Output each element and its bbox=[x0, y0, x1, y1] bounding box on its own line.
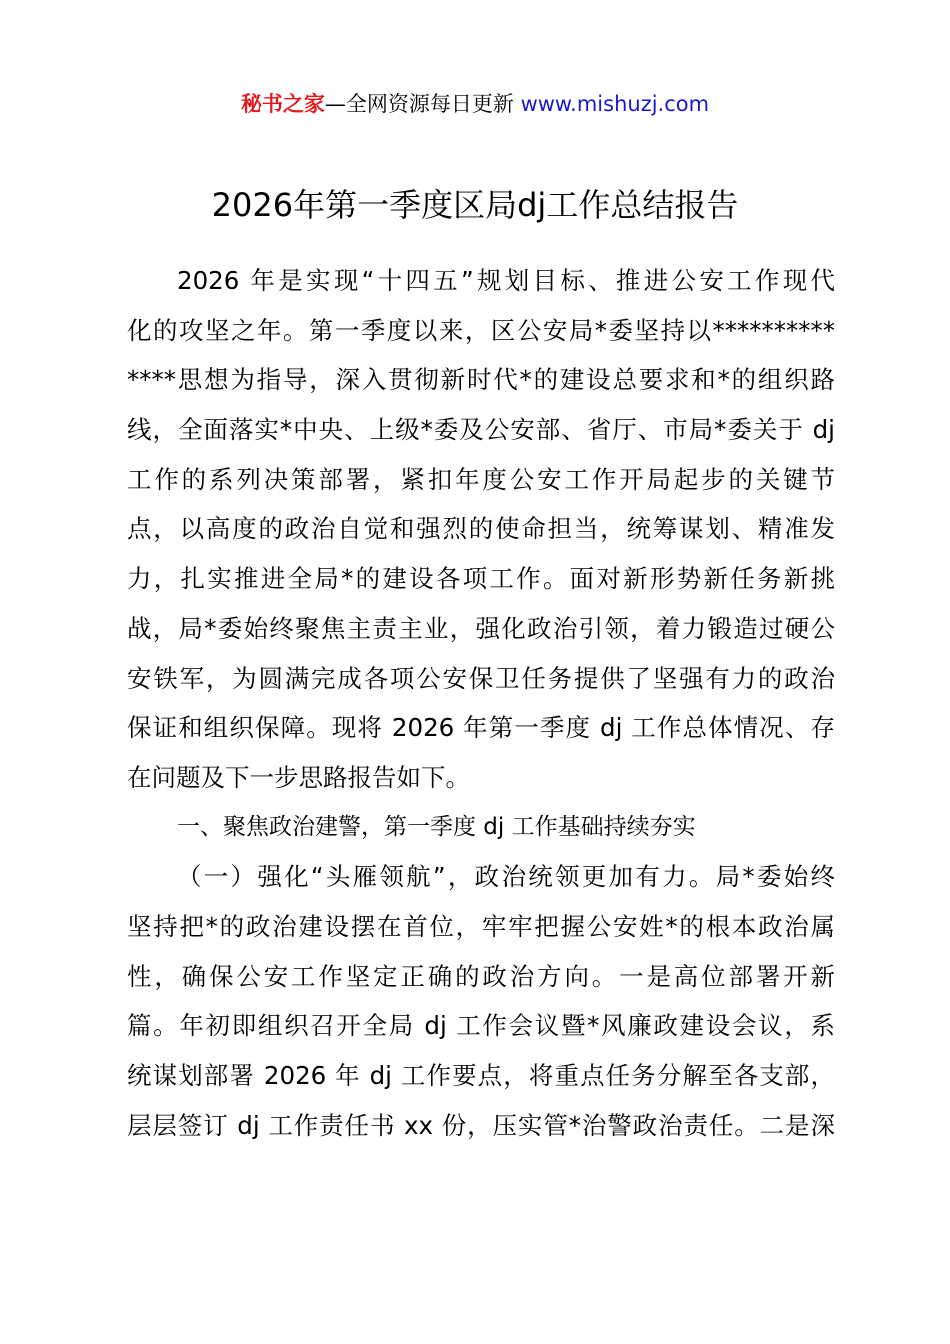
paragraph-line: 在问题及下一步思路报告如下。 bbox=[127, 762, 470, 792]
paragraph-line: 2026 年是实现“十四五”规划目标、推进公安工作现代 bbox=[177, 266, 835, 295]
paragraph-line: 点，以高度的政治自觉和强烈的使命担当，统筹谋划、精准发 bbox=[127, 514, 835, 544]
header-tagline: —全网资源每日更新 bbox=[324, 92, 514, 116]
paragraph-line: 线，全面落实*中央、上级*委及公安部、省厅、市局*委关于 dj bbox=[127, 415, 835, 445]
paragraph-line: 化的攻坚之年。第一季度以来，区公安局*委坚持以********** bbox=[127, 315, 835, 345]
paragraph-line: 层层签订 dj 工作责任书 xx 份，压实管*治警政治责任。二是深 bbox=[127, 1110, 835, 1140]
document-title: 2026年第一季度区局dj工作总结报告 bbox=[211, 186, 739, 224]
subsection-line: （一）强化“头雁领航”，政治统领更加有力。局*委始终 bbox=[177, 862, 835, 892]
site-url-link[interactable]: www.mishuzj.com bbox=[520, 92, 710, 116]
paragraph-line: 篇。年初即组织召开全局 dj 工作会议暨*风廉政建设会议，系 bbox=[127, 1011, 835, 1041]
paragraph-line: 性，确保公安工作坚定正确的政治方向。一是高位部署开新 bbox=[127, 961, 835, 991]
site-header bbox=[0, 88, 950, 120]
paragraph-line: 战，局*委始终聚焦主责主业，强化政治引领，着力锻造过硬公 bbox=[127, 613, 835, 643]
paragraph-line: 安铁军，为圆满完成各项公安保卫任务提供了坚强有力的政治 bbox=[127, 663, 835, 693]
brand-name: 秘书之家 bbox=[240, 92, 325, 116]
paragraph-line: 坚持把*的政治建设摆在首位，牢牢把握公安姓*的根本政治属 bbox=[127, 911, 835, 941]
section-heading: 一、聚焦政治建警，第一季度 dj 工作基础持续夯实 bbox=[177, 813, 696, 840]
document-body bbox=[127, 256, 835, 1150]
paragraph-line: ****思想为指导，深入贯彻新时代*的建设总要求和*的组织路 bbox=[127, 365, 835, 395]
paragraph-line: 保证和组织保障。现将 2026 年第一季度 dj 工作总体情况、存 bbox=[127, 713, 835, 743]
paragraph-line: 工作的系列决策部署，紧扣年度公安工作开局起步的关键节 bbox=[127, 464, 835, 494]
paragraph-line: 力，扎实推进全局*的建设各项工作。面对新形势新任务新挑 bbox=[127, 564, 835, 594]
paragraph-line: 统谋划部署 2026 年 dj 工作要点，将重点任务分解至各支部， bbox=[127, 1061, 835, 1090]
